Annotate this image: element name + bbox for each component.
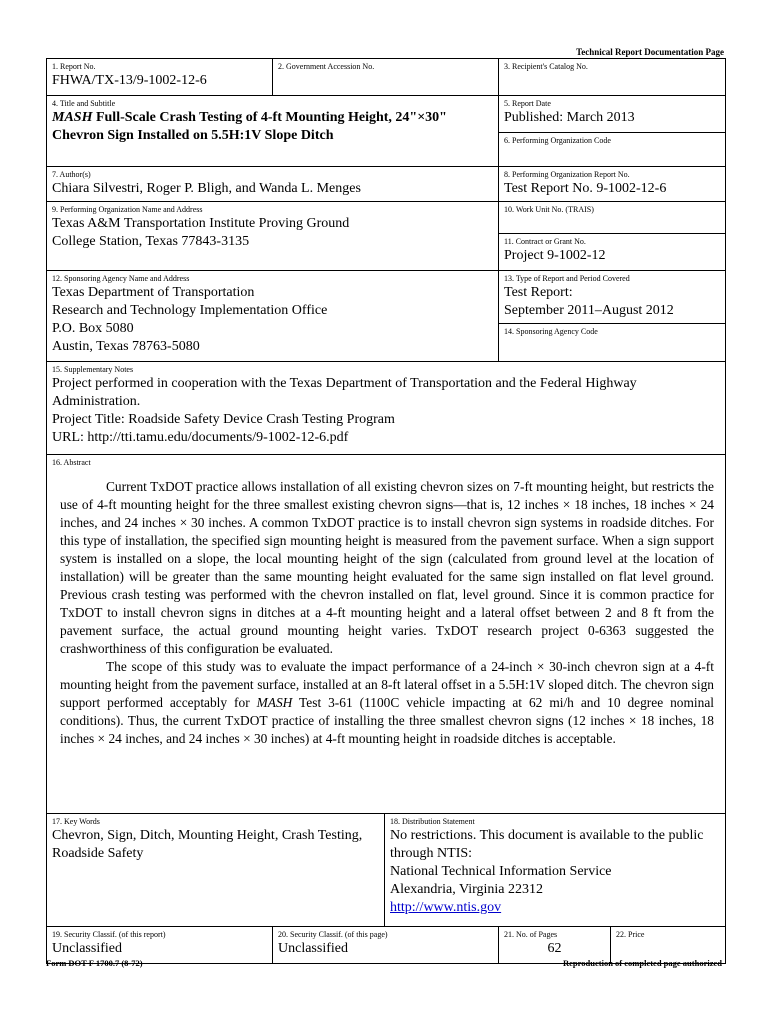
org-report-no-label: 8. Performing Organization Report No. [504, 170, 630, 179]
footer-form-id: Form DOT F 1700.7 (8-72) [46, 958, 143, 968]
report-date-value: Published: March 2013 [504, 110, 635, 125]
field-report-date [499, 96, 725, 132]
field-abstract [47, 455, 725, 813]
field-report-type [499, 271, 725, 323]
title-label: 4. Title and Subtitle [52, 99, 116, 108]
report-no-label: 1. Report No. [52, 62, 96, 71]
security-report-label: 19. Security Classif. (of this report) [52, 930, 166, 939]
org-code-label: 6. Performing Organization Code [504, 136, 611, 145]
field-accession-no [273, 59, 499, 95]
security-report-value: Unclassified [52, 941, 122, 956]
field-contract-no [499, 233, 725, 270]
type-agency-column [499, 271, 725, 361]
no-of-pages-value: 62 [547, 941, 562, 956]
notes-line3: URL: http://tti.tamu.edu/documents/9-1002-12-6.pdf [52, 430, 349, 445]
distribution-label: 18. Distribution Statement [390, 817, 475, 826]
work-unit-label: 10. Work Unit No. (TRAIS) [504, 205, 594, 214]
footer-reproduction: Reproduction of completed page authorized [563, 958, 722, 968]
field-org-code [499, 132, 725, 166]
report-documentation-form [46, 58, 726, 964]
abstract-label: 16. Abstract [52, 458, 91, 467]
authors-value: Chiara Silvestri, Roger P. Bligh, and Wanda L. Menges [52, 181, 361, 196]
row-supplementary-notes [46, 361, 726, 454]
report-type-line1: Test Report: [504, 285, 573, 300]
title-text: Full-Scale Crash Testing of 4-ft Mounting Height, 24"×30" Chevron Sign Installed on 5.5H:1V Slope Ditch [52, 110, 447, 143]
row-sponsoring-agency [46, 270, 726, 361]
performing-org-line1: Texas A&M Transportation Institute Proving Ground [52, 216, 350, 231]
abstract-paragraph-2 [60, 658, 714, 748]
accession-no-label: 2. Government Accession No. [278, 62, 375, 71]
agency-code-label: 14. Sponsoring Agency Code [504, 327, 598, 336]
field-distribution [385, 814, 725, 926]
catalog-no-label: 3. Recipient's Catalog No. [504, 62, 588, 71]
abstract-p2-part1: The scope of this study was to evaluate the impact performance of a 24-inch × 30-inch chevron sign at a 4-ft mounting height from the pavement surface, installed at an 8-ft lateral offset in a 5.5H:1V sloped ditch. The chevron sign support performed acceptably for [60, 659, 714, 710]
field-performing-org [47, 202, 499, 270]
date-code-column [499, 96, 725, 166]
sponsor-line1: Texas Department of Transportation [52, 285, 255, 300]
security-page-value: Unclassified [278, 941, 348, 956]
sponsor-line2: Research and Technology Implementation Office [52, 303, 328, 318]
row-report-no [46, 58, 726, 95]
field-work-unit [499, 202, 725, 233]
abstract-p2-part2: Test 3-61 (1100C vehicle impacting at 62 mi/h and 10 degree nominal conditions). Thus, the current TxDOT practice of installing the three smallest chevron signs (12 inches × 18 inches, 18 inches × 24 inches, and 24 inches × 30 inches) at 4-ft mounting height in roadside ditches is acceptable. [60, 695, 714, 746]
row-keywords [46, 813, 726, 926]
field-agency-code [499, 323, 725, 361]
notes-line2: Project Title: Roadside Safety Device Crash Testing Program [52, 412, 395, 427]
key-words-value: Chevron, Sign, Ditch, Mounting Height, Crash Testing, Roadside Safety [52, 828, 363, 861]
authors-label: 7. Author(s) [52, 170, 91, 179]
abstract-body [52, 468, 720, 752]
field-catalog-no [499, 59, 725, 95]
field-supplementary-notes [47, 362, 725, 454]
report-no-value: FHWA/TX-13/9-1002-12-6 [52, 73, 207, 88]
security-page-label: 20. Security Classif. (of this page) [278, 930, 388, 939]
field-title [47, 96, 499, 166]
field-report-no [47, 59, 273, 95]
notes-label: 15. Supplementary Notes [52, 365, 134, 374]
work-contract-column [499, 202, 725, 270]
sponsor-line3: P.O. Box 5080 [52, 321, 134, 336]
no-of-pages-label: 21. No. of Pages [504, 930, 558, 939]
field-org-report-no [499, 167, 725, 201]
contract-no-label: 11. Contract or Grant No. [504, 237, 586, 246]
field-security-page [273, 927, 499, 963]
distribution-line3: Alexandria, Virginia 22312 [390, 882, 544, 897]
distribution-line1: No restrictions. This document is available to the public through NTIS: [390, 828, 704, 861]
row-abstract [46, 454, 726, 813]
price-label: 22. Price [616, 930, 645, 939]
distribution-line2: National Technical Information Service [390, 864, 612, 879]
form-header: Technical Report Documentation Page [576, 47, 724, 57]
performing-org-label: 9. Performing Organization Name and Address [52, 205, 203, 214]
abstract-paragraph-1: Current TxDOT practice allows installation of all existing chevron sizes on 7-ft mounting height, but restricts the use of 4-ft mounting height for the three smallest existing chevron signs—that is, 12 inches × 18 inches, 18 inches × 24 inches, and 24 inches × 30 inches. A common TxDOT practice is to install chevron sign systems in roadside ditches. For this type of installation, the specified sign mounting height is measured from the pavement surface. When a sign support system is installed on a slope, the local mounting height of the sign (calculated from ground level at the location of installation) will be greater than the same mounting height evaluated for the same sign installed on flat level ground. Previous crash testing was performed with the chevron installed on flat, level ground. Since it is common practice for TxDOT to install chevron signs in ditches at a 4-ft mounting height and a lateral offset between 2 and 8 ft from the pavement surface, the actual ground mounting height varies. TxDOT research project 0-6363 suggested the crashworthiness of this configuration be evaluated. [60, 479, 714, 656]
report-date-label: 5. Report Date [504, 99, 551, 108]
sponsor-line4: Austin, Texas 78763-5080 [52, 339, 200, 354]
report-type-line2: September 2011–August 2012 [504, 303, 674, 318]
abstract-p2-mash: MASH [256, 695, 293, 710]
org-report-no-value: Test Report No. 9-1002-12-6 [504, 181, 667, 196]
ntis-link[interactable]: http://www.ntis.gov [390, 900, 502, 915]
key-words-label: 17. Key Words [52, 817, 100, 826]
title-mash: MASH [52, 110, 93, 125]
row-title [46, 95, 726, 166]
contract-no-value: Project 9-1002-12 [504, 248, 606, 263]
field-authors [47, 167, 499, 201]
title-value [52, 109, 493, 145]
field-sponsoring-agency [47, 271, 499, 361]
row-authors [46, 166, 726, 201]
performing-org-line2: College Station, Texas 77843-3135 [52, 234, 250, 249]
notes-line1: Project performed in cooperation with the Texas Department of Transportation and the Federal Highway Administration. [52, 376, 637, 409]
field-key-words [47, 814, 385, 926]
row-performing-org [46, 201, 726, 270]
sponsor-label: 12. Sponsoring Agency Name and Address [52, 274, 190, 283]
report-type-label: 13. Type of Report and Period Covered [504, 274, 630, 283]
